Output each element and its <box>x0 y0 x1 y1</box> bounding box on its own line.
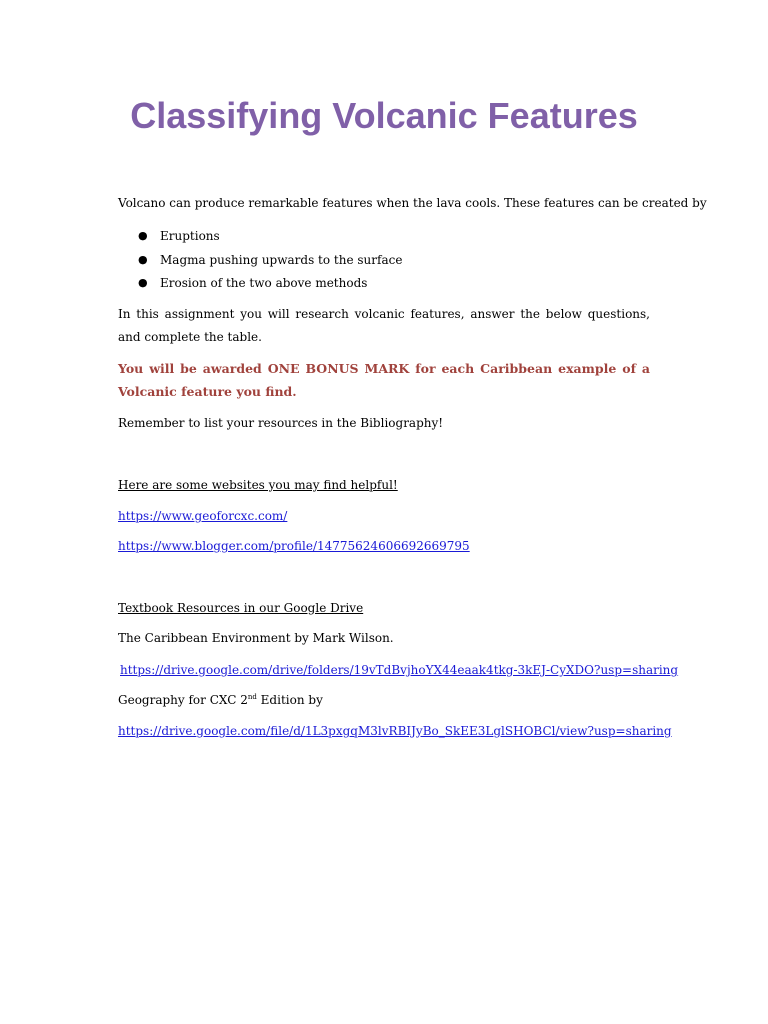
book2-title: Geography for CXC 2nd Edition by <box>118 693 323 707</box>
book1-title: The Caribbean Environment by Mark Wilson. <box>118 631 394 645</box>
bullet-icon: ● <box>138 229 148 242</box>
bullet-icon: ● <box>138 276 148 289</box>
book2-drive-link[interactable]: https://drive.google.com/file/d/1L3pxgqM3lvRBIJyBo_SkEE3LglSHOBCl/view?usp=sharing <box>118 724 672 738</box>
geoforcxc-link[interactable]: https://www.geoforcxc.com/ <box>118 509 288 523</box>
blogger-profile-link[interactable]: https://www.blogger.com/profile/14775624606692669795 <box>118 539 470 553</box>
book-link-row <box>120 659 679 682</box>
document-page: Classifying Volcanic Features Volcano can produce remarkable features when the lava cools. These features can be created by ● Eruptions ● Magma pushing upwards to the surface ● Erosion of the two above methods In this assignment you will research volcanic features, answer the below questions, and complete the table. You will be awarded ONE BONUS MARK for each Caribbean example of a Volcanic feature you find. Remember to list your resources in the Bibliography! Here are some websites you may find helpful! https://www.geoforcxc.com/ https://www.blogger.com/profile/14775624606692669795 Textbook Resources in our Google Drive The Caribbean Environment by Mark Wilson. https://drive.google.com/drive/folders/19vTdBvjhoYX44eaak4tkg-3kEJ-CyXDO?usp=sharing Geography for CXC 2nd Edition by https://drive.google.com/file/d/1L3pxgqM3lvRBIJyBo_SkEE3LglSHOBCl/view?usp=sharing <box>0 0 768 1024</box>
website-link-row <box>118 535 650 558</box>
book1-drive-link[interactable]: https://drive.google.com/drive/folders/19vTdBvjhoYX44eaak4tkg-3kEJ-CyXDO?usp=sharing <box>120 663 679 677</box>
website-link-row <box>118 505 650 528</box>
book-link-row <box>118 720 672 743</box>
websites-heading: Here are some websites you may find helpful! <box>118 478 398 492</box>
page-title: Classifying Volcanic Features <box>130 95 638 136</box>
assignment-paragraph: In this assignment you will research volcanic features, answer the below questions, and complete the table. <box>118 307 650 344</box>
bonus-paragraph: You will be awarded ONE BONUS MARK for each Caribbean example of a Volcanic feature you find. <box>118 361 650 399</box>
intro-paragraph: Volcano can produce remarkable features when the lava cools. These features can be created by <box>118 196 707 210</box>
bullet-icon: ● <box>138 253 148 266</box>
reminder-paragraph: Remember to list your resources in the Bibliography! <box>118 416 444 430</box>
textbook-heading: Textbook Resources in our Google Drive <box>118 601 364 615</box>
